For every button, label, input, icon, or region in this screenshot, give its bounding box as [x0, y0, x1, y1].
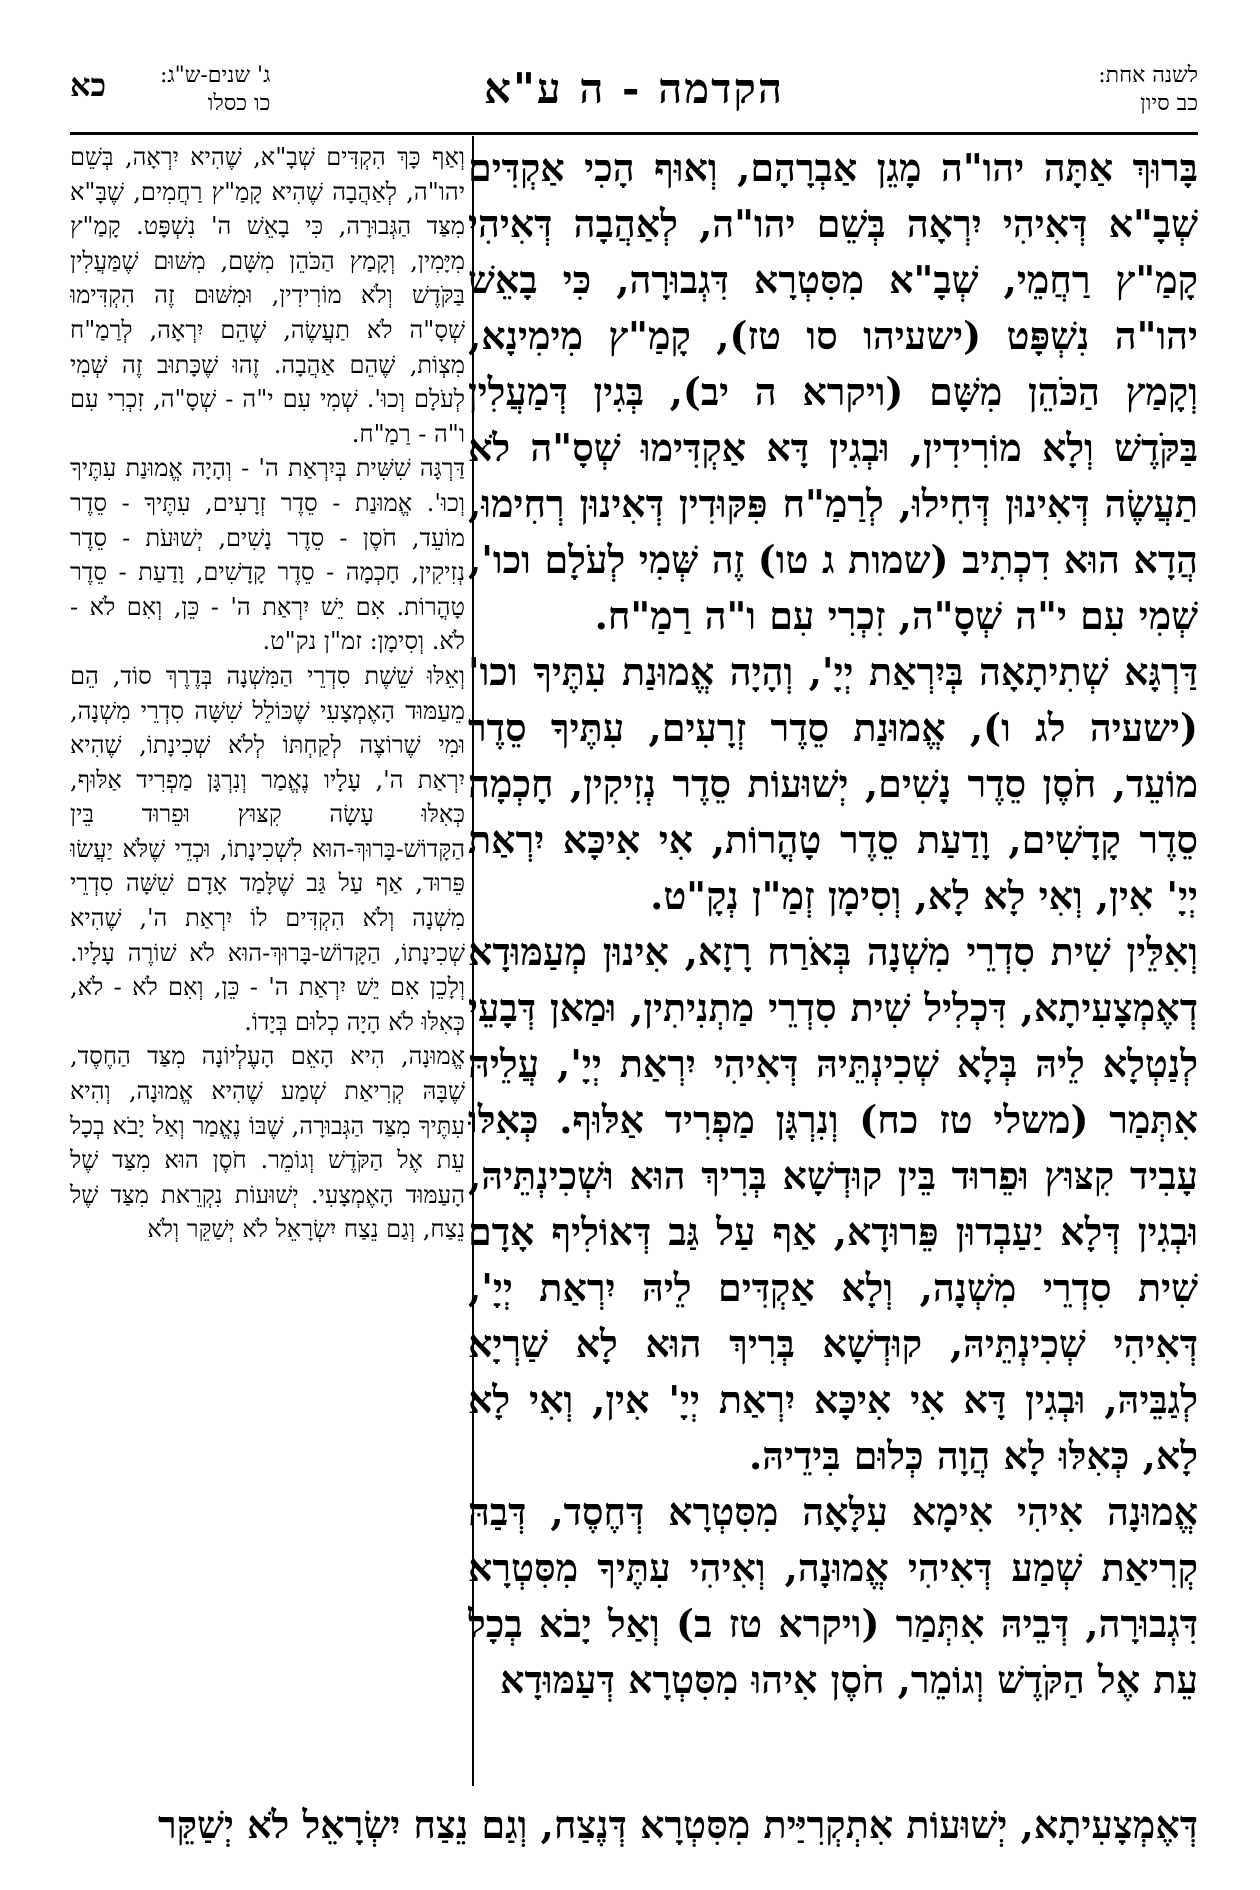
paragraph: וְאֵלּוּ שֵׁשֶׁת סִדְרֵי הַמִּשְׁנָה בְּדֶרֶךְ סוֹד, הֵם מֵעַמּוּד הָאֶמְצָעִי שֶׁכּוֹלֵל שִׁשָּׁה סִדְרֵי מִשְׁנָה, וּמִי שֶׁרוֹצֶה לְקַחְתּוֹ לְלֹא שְׁכִינָתוֹ, שֶׁהִיא יִרְאַת ה', עָלָיו נֶאֱמַר וְנִרְגָּן מַפְרִיד אַלּוּף, כְּאִלּוּ עָשָׂה קִצּוּץ וּפֵרוּד בֵּין הַקָּדוֹשׁ-בָּרוּךְ-הוּא לִשְׁכִינָתוֹ, וּכְדֵי שֶׁלֹּא יַעֲשׂוּ פֵּרוּד, אַף עַל גַּב שֶׁלָּמַד אָדָם שִׁשָּׁה סִדְרֵי מִשְׁנָה וְלֹא הִקְדִּים לוֹ יִרְאַת ה', שֶׁהִיא שְׁכִינָתוֹ, הַקָּדוֹשׁ-בָּרוּךְ-הוּא לֹא שׁוֹרֶה עָלָיו. וְלָכֵן אִם יֵשׁ יִרְאַת ה' - כֵּן, וְאִם לֹא - לֹא, כְּאִלּוּ לֹא הָיָה כְלוּם בְּיָדוֹ. [70, 661, 465, 1036]
schedule-label: ג' שנים-ש"ג: [160, 63, 271, 88]
header-divider [70, 132, 1198, 135]
paragraph: וְאִלֵּין שִׁית סִדְרֵי מִשְׁנָה בְּאֹרַח רָזָא, אִינוּן מְעַמּוּדָא דְאֶמְצָעִיתָא, דִּכְלִיל שִׁית סִדְרֵי מַתְנִיתִין, וּמַאן דְּבָעֵי לְנַטְלָא לֵיהּ בְּלָא שְׁכִינְתֵּיהּ דְּאִיהִי יִרְאַת יְיָ', עֲלֵיהּ אִתְּמַר (משלי טז כח) וְנִרְגָּן מַפְרִיד אַלּוּף. כְּאִלּוּ עָבִיד קִצּוּץ וּפֵרוּד בֵּין קוּדְשָׁא בְּרִיךְ הוּא וּשְׁכִינְתֵּיהּ, וּבְגִין דְּלָא יַעַבְדוּן פֵּרוּדָא, אַף עַל גַּב דְּאוֹלִיף אָדָם שִׁית סִדְרֵי מִשְׁנָה, וְלָא אַקְדִּים לֵיהּ יִרְאַת יְיָ', דְּאִיהִי שְׁכִינְתֵּיהּ, קוּדְשָׁא בְּרִיךְ הוּא לָא שַׁרְיָא לְגַבֵּיהּ, וּבְגִין דָּא אִי אִיכָּא יִרְאַת יְיָ' אִין, וְאִי לָא לָא, כְּאִלּוּ לָא הֲוָה כְּלוּם בִּידֵיהּ. [468, 929, 1198, 1478]
paragraph: בָּרוּךְ אַתָּה יהו"ה מָגֵן אַבְרָהָם, וְאוּף הָכִי אַקְדִּים שְׁבָ"א דְּאִיהִי יִרְאָה בְּשֵׁם יהו"ה, לְאַהֲבָה דְּאִיהִי קָמַ"ץ רַחֲמֵי, שְׁבָ"א מִסִּטְרָא דִּגְבוּרָה, כִּי בָאֵשׁ יהו"ה נִשְׁפָּט (ישעיהו סו טז), קָמַ"ץ מִימִינָא, וְקָמַץ הַכֹּהֵן מִשָּׁם (ויקרא ה יב), בְּגִין דְּמַעֲלִין בַּקֹּדֶשׁ וְלָא מוֹרִידִין, וּבְגִין דָּא אַקְדִּימוּ שְׁסָ"ה לֹא תַעֲשֶׂה דְּאִינוּן דְּחִילוּ, לְרַמַ"ח פִּקּוּדִין דְּאִינוּן רְחִימוּ, הֲדָא הוּא דִכְתִיב (שמות ג טו) זֶה שְּׁמִי לְעֹלָם וכו', שְׁמִי עִם י"ה שְׁסָ"ה, זִכְרִי עִם ו"ה רַמַ"ח. [468, 145, 1198, 638]
page-title: הקדמה - ה ע"א [484, 64, 784, 113]
study-schedule-three-year [160, 62, 270, 118]
paragraph: וְאַף כָּךְ הִקְדִּים שְׁבָ"א, שֶׁהִיא יִרְאָה, בְּשֵׁם יהו"ה, לְאַהֲבָה שֶׁהִיא קָמַ"ץ רַחֲמִים, שֶׁבָּ"א מִצַּד הַגְּבוּרָה, כִּי בָאֵשׁ ה' נִשְׁפָּט. קָמַ"ץ מִיָּמִין, וְקָמַץ הַכֹּהֵן מִשָּׁם, מִשּׁוּם שֶׁמַּעֲלִין בַּקֹּדֶשׁ וְלֹא מוֹרִידִין, וּמִשּׁוּם זֶה הִקְדִּימוּ שְׁסָ"ה לֹא תַעֲשֶׂה, שֶׁהֵם יִרְאָה, לְרַמַ"ח מִצְוֹת, שֶׁהֵם אַהֲבָה. זֶהוּ שֶׁכָּתוּב זֶה שְּׁמִי לְעֹלָם וְכוּ'. שְׁמִי עִם י"ה - שְׁסָ"ה, זִכְרִי עִם ו"ה - רַמַ"ח. [70, 143, 465, 448]
paragraph: אֱמוּנָה, הִיא הָאֵם הָעֶלְיוֹנָה מִצַּד הַחֶסֶד, שֶׁבָּהּ קְרִיאַת שְׁמַע שֶׁהִיא אֱמוּנָה, וְהִיא עִתֶּיךָ מִצַּד הַגְּבוּרָה, שֶׁבּוֹ נֶאֱמַר וְאַל יָבֹא בְכָל עֵת אֶל הַקֹּדֶשׁ וְגוֹמֵר. חֹסֶן הוּא מִצַּד שֶׁל הָעַמּוּד הָאֶמְצָעִי. יְשׁוּעוֹת נִקְרֵאת מִצַּד שֶׁל נֵצַח, וְגַם נֵצַח יִשְׂרָאֵל לֹא יְשַׁקֵּר וְלֹא [70, 1042, 465, 1244]
paragraph: דַּרְגָּה שִׁשִּׁית בְּיִרְאַת ה' - וְהָיָה אֱמוּנַת עִתֶּיךָ וְכוּ'. אֱמוּנַת - סֵדֶר זְרָעִים, עִתֶּיךָ - סֵדֶר מוֹעֵד, חֹסֶן - סֵדֶר נָשִׁים, יְשׁוּעֹת - סֵדֶר נְזִיקִין, חָכְמָה - סֵדֶר קָדָשִׁים, וָדַעַת - סֵדֶר טָהֳרוֹת. אִם יֵשׁ יִרְאַת ה' - כֵּן, וְאִם לֹא - לֹא. וְסִימָן: זמ"ן נק"ט. [70, 454, 465, 656]
schedule-date: כו כסלו [207, 91, 271, 116]
schedule-date: כב סיון [1140, 91, 1198, 116]
main-column-aramaic [468, 140, 1198, 1790]
schedule-label: לשנה אחת: [1098, 63, 1198, 88]
page-number: כא [70, 66, 107, 104]
paragraph: אֱמוּנָה אִיהִי אִימָא עִלָּאָה מִסִּטְרָא דְּחֶסֶד, דְּבַהּ קְרִיאַת שְׁמַע דְּאִיהִי אֱמוּנָה, וְאִיהִי עִתֶּיךָ מִסִּטְרָא דִּגְבוּרָה, דְּבֵיהּ אִתְּמַר (ויקרא טז ב) וְאַל יָבֹא בְכָל עֵת אֶל הַקֹּדֶשׁ וְגוֹמֵר, חֹסֶן אִיהוּ מִסִּטְרָא דְּעַמּוּדָא [468, 1489, 1198, 1702]
side-column-hebrew-translation [70, 140, 465, 1790]
paragraph: דַּרְגָּא שְׁתִיתָאָה בְּיִרְאַת יְיָ', וְהָיָה אֱמוּנַת עִתֶּיךָ וכו' (ישעיה לג ו), אֱמוּנַת סֵדֶר זְרָעִים, עִתֶּיךָ סֵדֶר מוֹעֵד, חֹסֶן סֵדֶר נָשִׁים, יְשׁוּעוֹת סֵדֶר נְזִיקִין, חָכְמָה סֵדֶר קָדָשִׁים, וָדַעַת סֵדֶר טָהֳרוֹת, אִי אִיכָּא יִרְאַת יְיָ' אִין, וְאִי לָא לָא, וְסִימָן זְמַ"ן נְקָ"ט. [468, 649, 1198, 918]
page-header [70, 62, 1198, 132]
footer-line: דְּאֶמְצָעִיתָא, יְשׁוּעוֹת אִתְקְרִיַּית מִסִּטְרָא דְּנֶצַח, וְגַם נֵצַח יִשְׂרָאֵל לֹא יְשַׁקֵּר [157, 1802, 1198, 1847]
